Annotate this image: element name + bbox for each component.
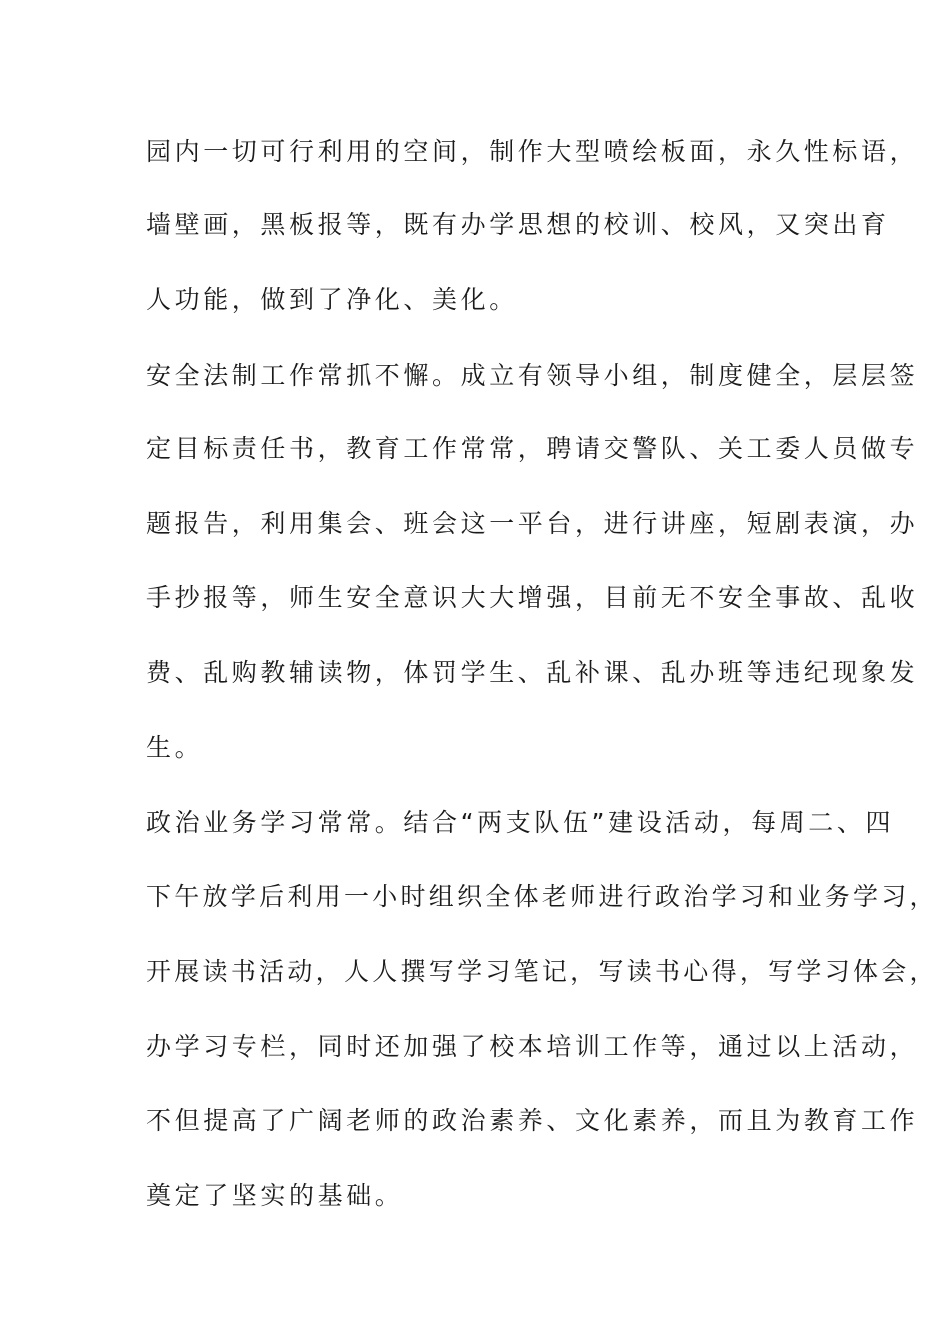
text-line: 奠定了坚实的基础。 [146, 1181, 404, 1210]
text-line: 费、乱购教辅读物，体罚学生、乱补课、乱办班等违纪现象发 [146, 658, 919, 687]
text-line: 手抄报等，师生安全意识大大增强，目前无不安全事故、乱收 [146, 583, 919, 612]
text-line: 墙壁画，黑板报等，既有办学思想的校训、校风，又突出育 [146, 210, 890, 239]
text-line: 定目标责任书，教育工作常常，聘请交警队、关工委人员做专 [146, 434, 919, 463]
text-line: 下午放学后利用一小时组织全体老师进行政治学习和业务学习， [146, 882, 938, 911]
text-line: 生。 [146, 733, 204, 762]
text-line: 题报告，利用集会、班会这一平台，进行讲座，短剧表演，办 [146, 509, 919, 538]
text-line: 办学习专栏，同时还加强了校本培训工作等，通过以上活动， [146, 1032, 919, 1061]
text-line: 政治业务学习常常。结合“两支队伍”建设活动，每周二、四 [146, 808, 895, 837]
text-line: 园内一切可行利用的空间，制作大型喷绘板面，永久性标语， [146, 137, 919, 166]
text-line: 开展读书活动，人人撰写学习笔记，写读书心得，写学习体会， [146, 957, 938, 986]
text-line: 不但提高了广阔老师的政治素养、文化素养，而且为教育工作 [146, 1106, 919, 1135]
text-line: 人功能，做到了净化、美化。 [146, 285, 518, 314]
text-line: 安全法制工作常抓不懈。成立有领导小组，制度健全，层层签 [146, 361, 919, 390]
